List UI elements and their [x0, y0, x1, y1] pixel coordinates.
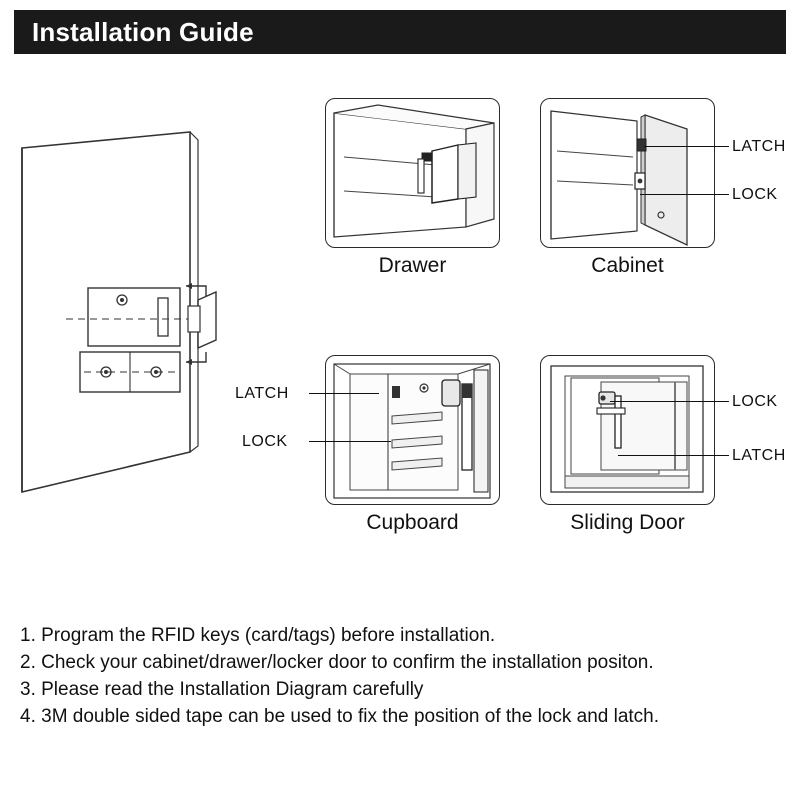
leader-cabinet-lock: [640, 194, 729, 195]
page-title: Installation Guide: [32, 16, 254, 47]
instruction-item-2: 2. Check your cabinet/drawer/locker door to confirm the installation positon.: [20, 652, 654, 673]
panel-caption-cabinet: Cabinet: [591, 254, 664, 277]
leader-cabinet-latch: [644, 146, 729, 147]
instructions-list: [20, 622, 790, 730]
leader-cupboard-lock: [309, 441, 391, 442]
panel-sliding-door-box: [540, 355, 715, 505]
instruction-item-4: 4. 3M double sided tape can be used to fix the position of the lock and latch.: [20, 706, 660, 727]
panel-caption-drawer: Drawer: [378, 254, 447, 277]
leader-cupboard-latch: [309, 393, 379, 394]
leader-sliding-lock: [610, 401, 729, 402]
callout-cabinet-latch: LATCH: [732, 138, 786, 155]
callout-sliding-latch: LATCH: [732, 447, 786, 464]
callout-cupboard-lock: LOCK: [242, 433, 288, 450]
callout-cupboard-latch: LATCH: [235, 385, 289, 402]
cabinet-diagram-svg: [541, 99, 715, 248]
panel-caption-sliding-door: Sliding Door: [570, 511, 685, 534]
diagram-area: [0, 60, 800, 620]
callout-cabinet-lock: LOCK: [732, 186, 778, 203]
panel-cupboard-box: [325, 355, 500, 505]
door-diagram-svg: [10, 100, 300, 520]
callout-sliding-lock: LOCK: [732, 393, 778, 410]
door-lock-illustration: [10, 100, 300, 520]
instruction-item-1: 1. Program the RFID keys (card/tags) before installation.: [20, 625, 496, 646]
instruction-item-3: 3. Please read the Installation Diagram carefully: [20, 679, 424, 700]
panel-caption-cupboard: Cupboard: [366, 511, 459, 534]
cupboard-diagram-svg: [326, 356, 500, 505]
drawer-diagram-svg: [326, 99, 500, 248]
panel-cabinet-box: [540, 98, 715, 248]
panel-drawer-box: [325, 98, 500, 248]
leader-sliding-latch: [618, 455, 729, 456]
sliding-door-diagram-svg: [541, 356, 715, 505]
header-bar: [14, 10, 786, 54]
